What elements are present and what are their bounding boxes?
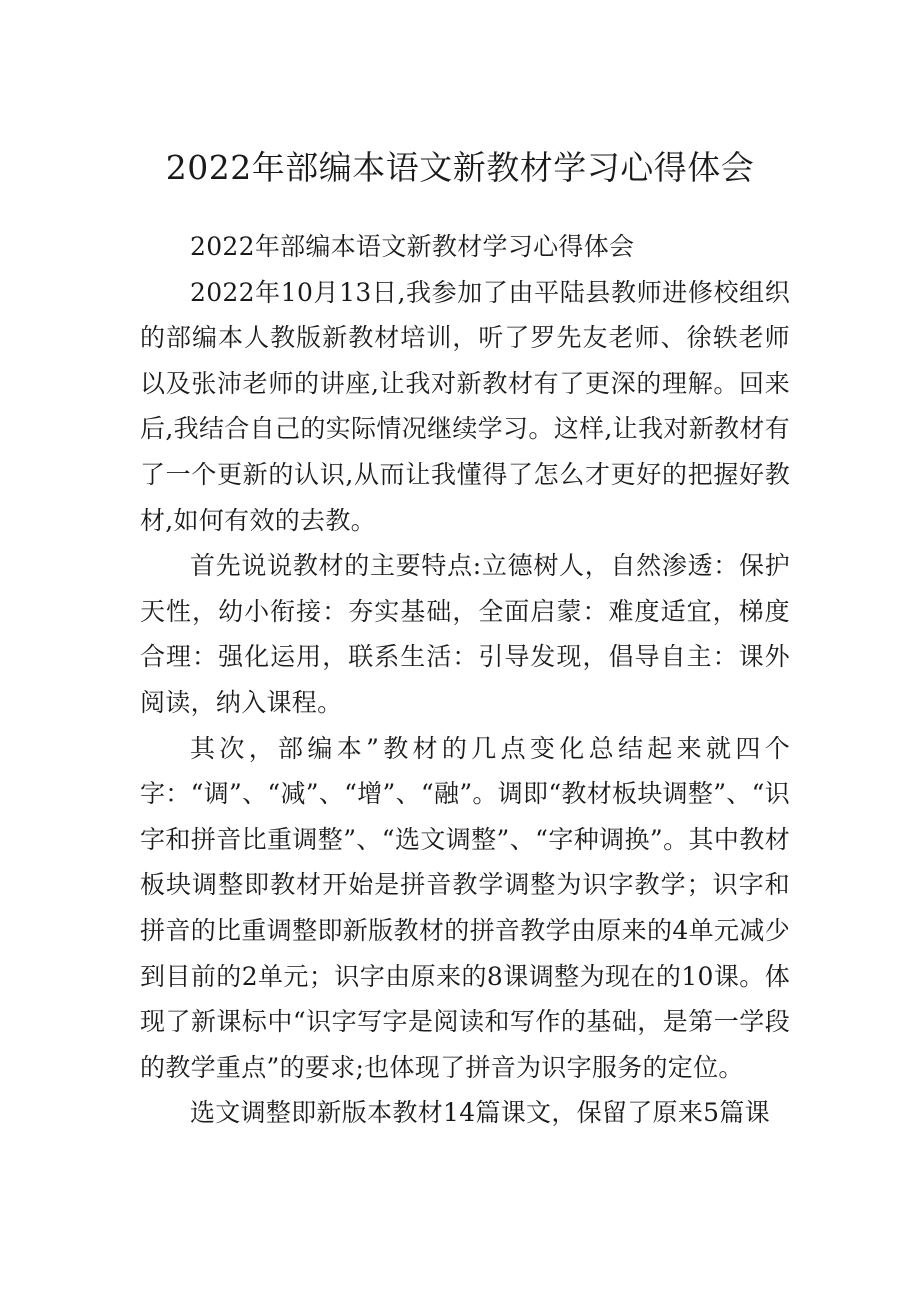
paragraph-intro: 2022年10月13日,我参加了由平陆县教师进修校组织的部编本人教版新教材培训，听了罗先友老师、徐轶老师以及张沛老师的讲座,让我对新教材有了更深的理解。回来后,我结合自己的实际情况继续学习。这样,让我对新教材有了一个更新的认识,从而让我懂得了怎么才更好的把握好教材,如何有效的去教。	[140, 277, 790, 535]
paragraph-heading: 2022年部编本语文新教材学习心得体会	[190, 232, 635, 261]
paragraph-features: 首先说说教材的主要特点:立德树人，自然渗透：保护天性，幼小衔接：夯实基础，全面启蒙：难度适宜，梯度合理：强化运用，联系生活：引导发现，倡导自主：课外阅读，纳入课程。	[140, 551, 790, 717]
paragraph-changes: 其次，部编本”教材的几点变化总结起来就四个字：“调”、“减”、“增”、“融”。调即“教材板块调整”、“识字和拼音比重调整”、“选文调整”、“字种调换”。其中教材板块调整即教材开始是拼音教学调整为识字教学；识字和拼音的比重调整即新版教材的拼音教学由原来的4单元减少到目前的2单元；识字由原来的8课调整为现在的10课。体现了新课标中“识字写字是阅读和写作的基础，是第一学段的教学重点”的要求;也体现了拼音为识字服务的定位。	[140, 733, 790, 1082]
paragraph-selection: 选文调整即新版本教材14篇课文，保留了原来5篇课	[190, 1098, 770, 1128]
document-title: 2022年部编本语文新教材学习心得体会	[165, 148, 755, 187]
document-body	[140, 224, 790, 1136]
